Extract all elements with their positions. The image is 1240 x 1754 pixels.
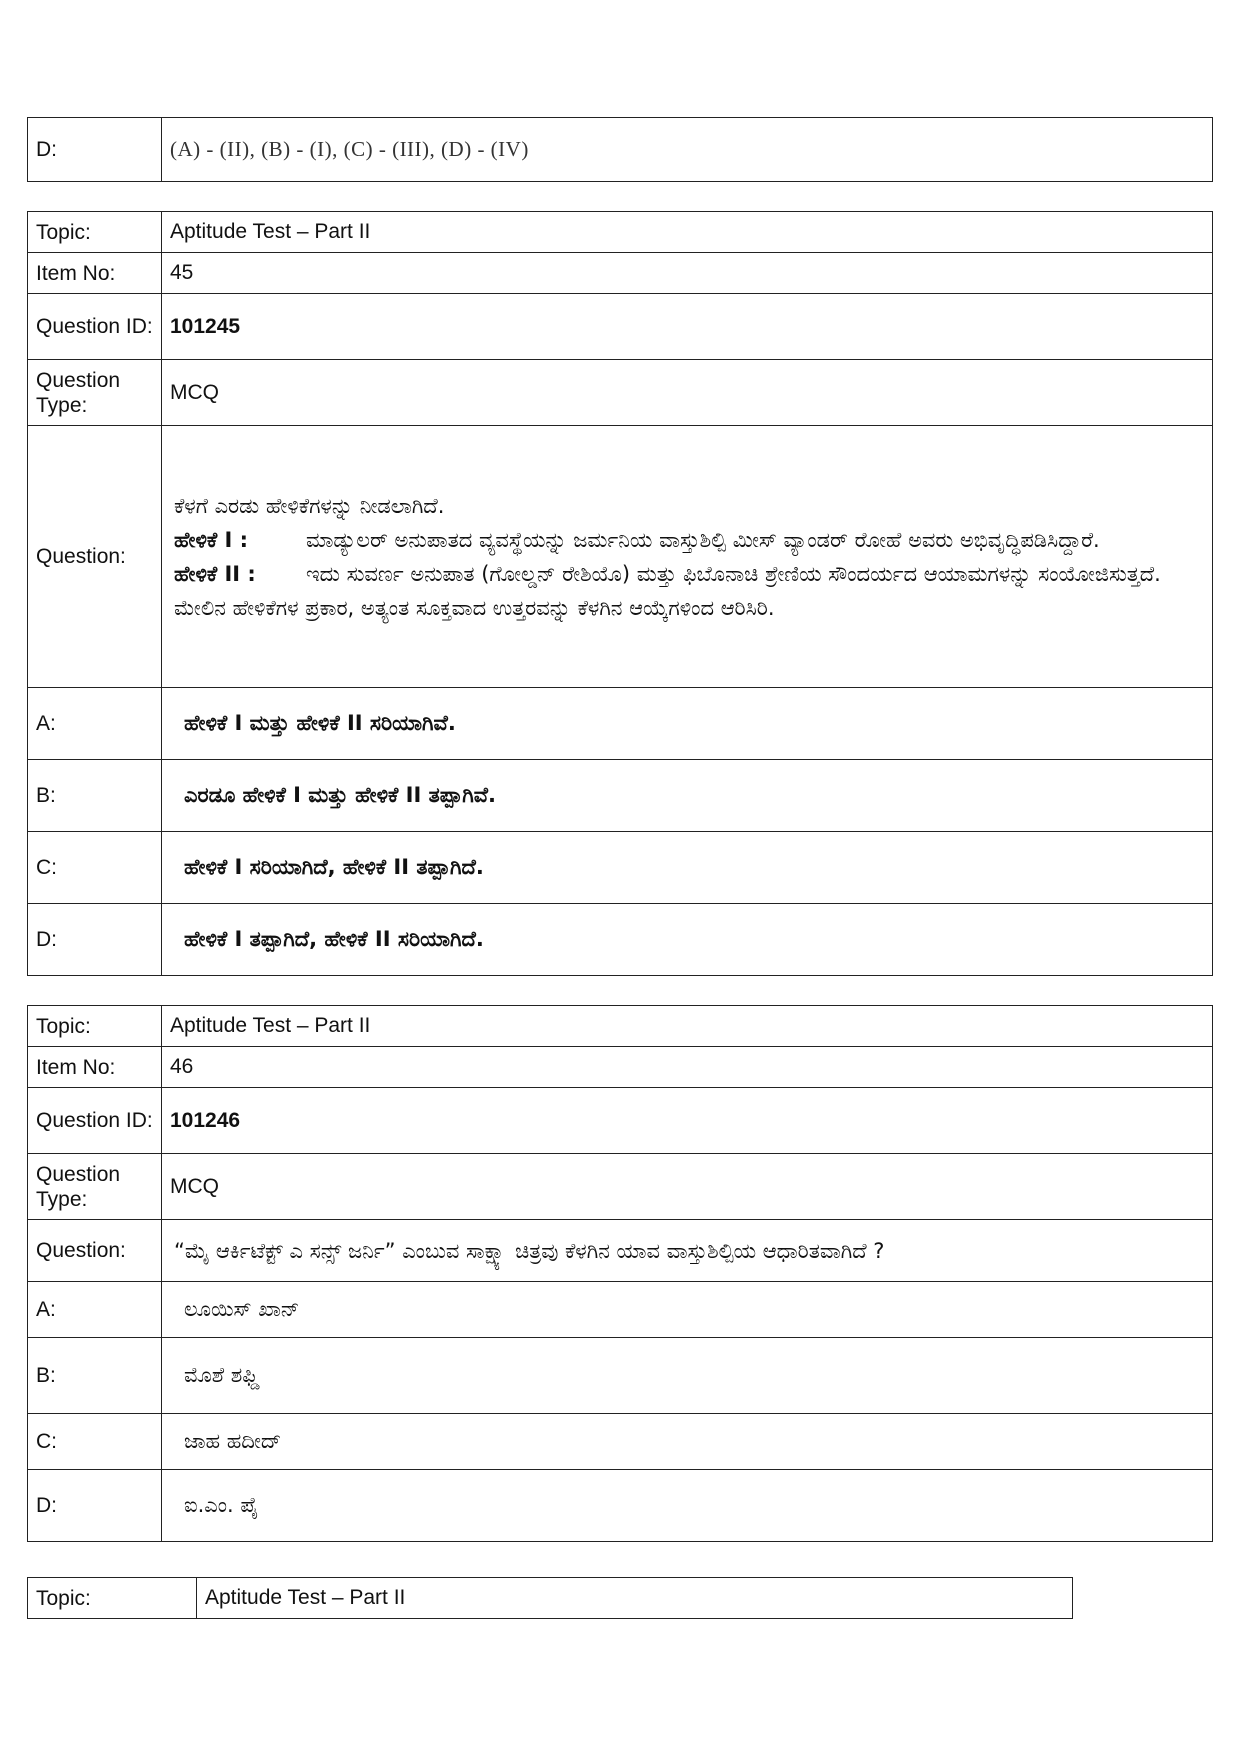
question-text: “ಮೈ ಆರ್ಕಿಟೆಕ್ಟ್ ಎ ಸನ್ಸ್ ಜರ್ನಿ” ಎಂಬುವ ಸಾಕ್ಷ್ಯಾ ಚಿತ್ರವು ಕೆಳಗಿನ ಯಾವ ವಾಸ್ತುಶಿಲ್ಪಿಯ ಆಧಾರಿತವಾಗಿದೆ ? bbox=[162, 1220, 1213, 1282]
question-label: Question: bbox=[28, 1220, 162, 1282]
option-d-label: D: bbox=[28, 118, 162, 182]
option-d-label: D: bbox=[28, 904, 162, 976]
option-d-label: D: bbox=[28, 1470, 162, 1542]
statement-1-text: ಮಾಡ್ಯುಲರ್ ಅನುಪಾತದ ವ್ಯವಸ್ಥೆಯನ್ನು ಜರ್ಮನಿಯ ವಾಸ್ತುಶಿಲ್ಪಿ ಮೀಸ್ ವ್ಯಾಂಡರ್ ರೋಹೆ ಅವರು ಅಭಿವೃದ್ಧಿಪಡಿಸಿದ್ದಾರೆ. bbox=[306, 527, 1100, 552]
option-d-text: (A) - (II), (B) - (I), (C) - (III), (D) - (IV) bbox=[162, 118, 1213, 182]
question-label: Question: bbox=[28, 426, 162, 688]
topic-label: Topic: bbox=[28, 1006, 162, 1047]
statement-2 bbox=[174, 558, 1200, 590]
item-no-value: 46 bbox=[162, 1047, 1213, 1088]
option-a-text: ಲೂಯಿಸ್ ಖಾನ್ bbox=[162, 1282, 1213, 1338]
statement-2-text: ಇದು ಸುವರ್ಣ ಅನುಪಾತ (ಗೋಲ್ಡನ್ ರೇಶಿಯೊ) ಮತ್ತು ಫಿಬೊನಾಚಿ ಶ್ರೇಣಿಯ ಸೌಂದರ್ಯದ ಆಯಾಮಗಳನ್ನು ಸಂಯೋಜಿಸುತ್ತದೆ. bbox=[306, 561, 1161, 586]
question-id-value: 101245 bbox=[162, 294, 1213, 360]
option-b-label: B: bbox=[28, 1338, 162, 1414]
option-a-label: A: bbox=[28, 1282, 162, 1338]
prev-question-tail bbox=[27, 117, 1213, 182]
topic-value: Aptitude Test – Part II bbox=[162, 212, 1213, 253]
option-c-label: C: bbox=[28, 832, 162, 904]
option-d-text: ಹೇಳಿಕೆ I ತಪ್ಪಾಗಿದೆ, ಹೇಳಿಕೆ II ಸರಿಯಾಗಿದೆ. bbox=[162, 904, 1213, 976]
option-c-label: C: bbox=[28, 1414, 162, 1470]
topic-value: Aptitude Test – Part II bbox=[162, 1006, 1213, 1047]
item-no-label: Item No: bbox=[28, 253, 162, 294]
option-b-label: B: bbox=[28, 760, 162, 832]
question-card-47 bbox=[27, 1577, 1073, 1619]
question-id-label: Question ID: bbox=[28, 1088, 162, 1154]
question-id-label: Question ID: bbox=[28, 294, 162, 360]
statement-1-label: ಹೇಳಿಕೆ I : bbox=[174, 527, 249, 552]
question-card-46 bbox=[27, 1005, 1213, 1542]
option-a-text: ಹೇಳಿಕೆ I ಮತ್ತು ಹೇಳಿಕೆ II ಸರಿಯಾಗಿವೆ. bbox=[162, 688, 1213, 760]
question-type-label: Question Type: bbox=[28, 1154, 162, 1220]
option-b-text: ಮೊಶೆ ಶಫ್ಡಿ bbox=[162, 1338, 1213, 1414]
item-no-label: Item No: bbox=[28, 1047, 162, 1088]
item-no-value: 45 bbox=[162, 253, 1213, 294]
question-body bbox=[162, 426, 1213, 688]
statement-2-label: ಹೇಳಿಕೆ II : bbox=[174, 561, 256, 586]
question-card-45 bbox=[27, 211, 1213, 976]
statement-1 bbox=[174, 524, 1200, 556]
option-a-label: A: bbox=[28, 688, 162, 760]
question-type-value: MCQ bbox=[162, 360, 1213, 426]
option-c-text: ಹೇಳಿಕೆ I ಸರಿಯಾಗಿದೆ, ಹೇಳಿಕೆ II ತಪ್ಪಾಗಿದೆ. bbox=[162, 832, 1213, 904]
question-intro: ಕೆಳಗೆ ಎರಡು ಹೇಳಿಕೆಗಳನ್ನು ನೀಡಲಾಗಿದೆ. bbox=[174, 493, 445, 518]
option-b-text: ಎರಡೂ ಹೇಳಿಕೆ I ಮತ್ತು ಹೇಳಿಕೆ II ತಪ್ಪಾಗಿವೆ. bbox=[162, 760, 1213, 832]
question-type-value: MCQ bbox=[162, 1154, 1213, 1220]
topic-label: Topic: bbox=[28, 212, 162, 253]
option-c-text: ಜಾಹ ಹದೀದ್ bbox=[162, 1414, 1213, 1470]
topic-label: Topic: bbox=[28, 1578, 197, 1619]
question-type-label: Question Type: bbox=[28, 360, 162, 426]
option-d-text: ಐ.ಎಂ. ಪೈ bbox=[162, 1470, 1213, 1542]
topic-value: Aptitude Test – Part II bbox=[197, 1578, 1073, 1619]
question-id-value: 101246 bbox=[162, 1088, 1213, 1154]
question-outro: ಮೇಲಿನ ಹೇಳಿಕೆಗಳ ಪ್ರಕಾರ, ಅತ್ಯಂತ ಸೂಕ್ತವಾದ ಉತ್ತರವನ್ನು ಕೆಳಗಿನ ಆಯ್ಕೆಗಳಿಂದ ಆರಿಸಿರಿ. bbox=[174, 595, 775, 620]
